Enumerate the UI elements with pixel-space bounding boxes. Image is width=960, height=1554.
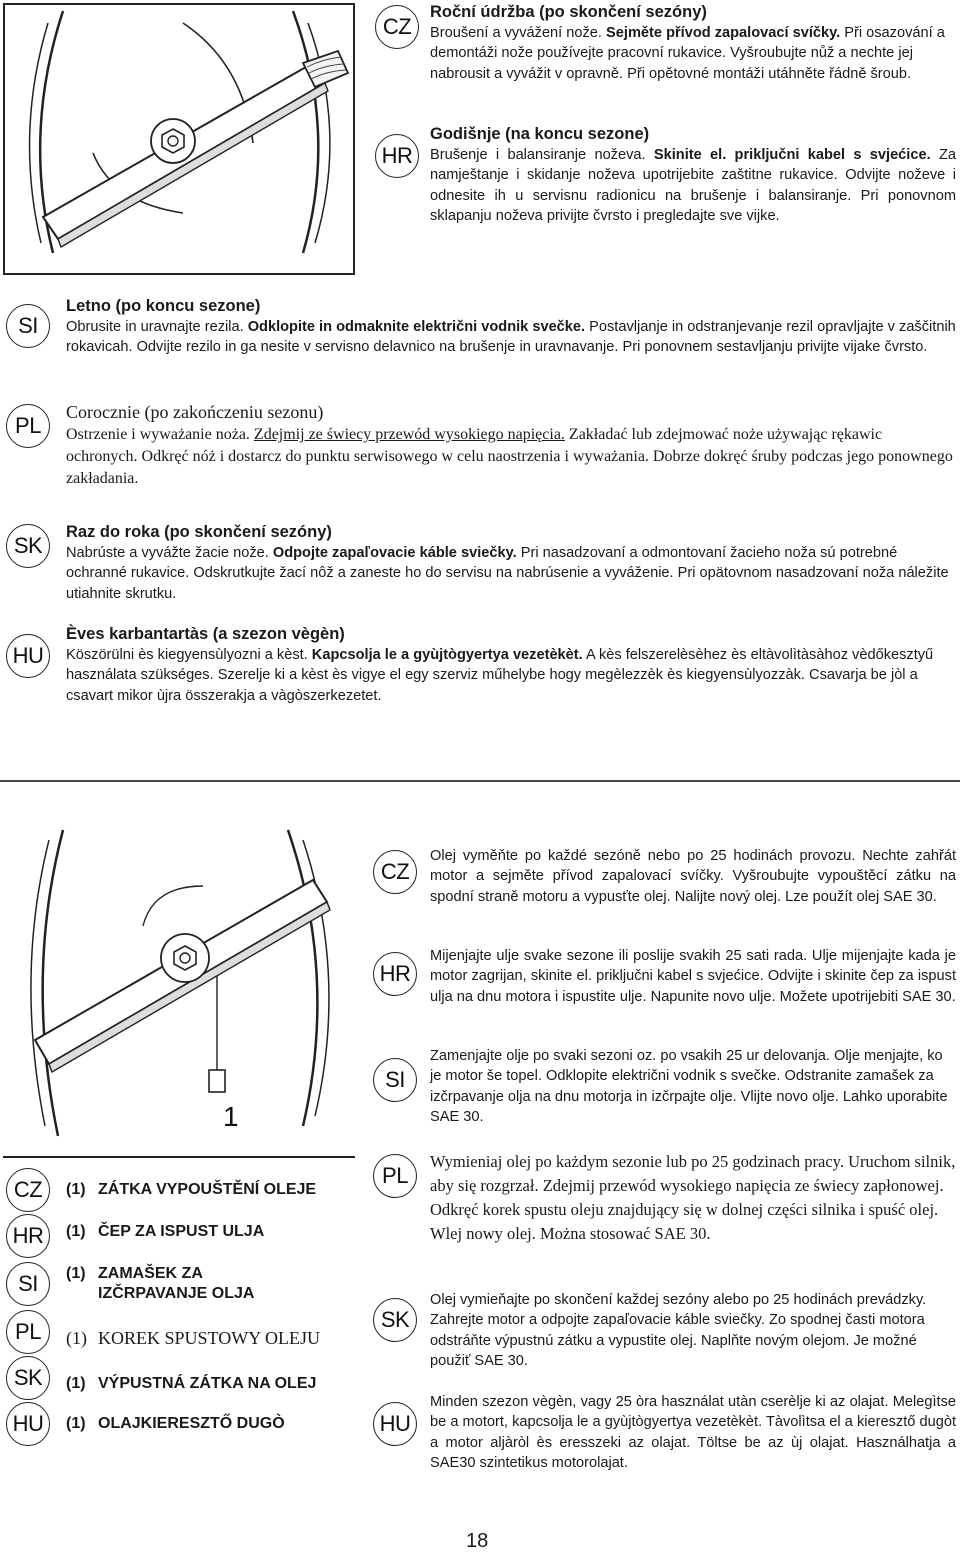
cz-section-title: Roční údržba (po skončení sezóny) xyxy=(430,3,707,21)
oil-badge-cz: CZ xyxy=(373,850,417,894)
oil-badge-hu: HU xyxy=(373,1402,417,1446)
hu-section-title: Èves karbantartàs (a szezon vègèn) xyxy=(66,625,345,643)
caption-cz: (1) ZÁTKA VYPOUŠTĚNÍ OLEJE xyxy=(66,1181,317,1198)
cz-annual-maintenance-text: Roční údržba (po skončení sezóny) Broušení a vyvážení nože. Sejměte přívod zapalovací svíčky. Při osazování a demontáži nože používejte pracovní rukavice. Vyšroubujte nůž a nechte jej nabrousit a vyvážit v opravně. Při opětovné montáži utáhněte řádně šroub. xyxy=(430,2,956,84)
language-badge-pl: PL xyxy=(6,404,50,448)
page-number: 18 xyxy=(466,1530,489,1552)
sk-oil-change-text: Olej vymieňajte po skončení každej sezóny alebo po 25 hodinách prevádzky. Zahrejte motor a odpojte zapaľovacie káble sviečky. Zo spodnej časti motora odstráňte výpustnú zátku a vypustite olej. Naplňte novým olejom. Je možné použiť SAE 30. xyxy=(430,1292,927,1369)
si-annual-maintenance-text: Letno (po koncu sezone) Obrusite in uravnajte rezila. Odklopite in odmaknite električni vodnik svečke. Postavljanje in odstranjevanje rezil opravljajte v zaščitnih rokavicah. Odvijte rezilo in ga nesite v servisno delavnico na brušenje in uravnavanje. Pri ponovnem sestavljanju privijte vijake čvrsto. xyxy=(66,297,956,356)
hr-oil-change-text: Mijenjajte ulje svake sezone ili poslije svakih 25 sati rada. Ulje mijenjajte kada je motor zagrijan, skinite el. priključni kabel s svjećice. Odvijte i skinite čep za ispust ulja na dnu motora i ispustite ulje. Napunite novo ulje. Možete upotrijebiti SAE 30. xyxy=(430,948,956,1005)
section-divider xyxy=(0,780,960,782)
language-badge-hu: HU xyxy=(6,634,50,678)
caption-hu: (1) OLAJKIERESZTŐ DUGÒ xyxy=(66,1415,285,1432)
si-section-title: Letno (po koncu sezone) xyxy=(66,297,261,315)
si-oil-change-text: Zamenjajte olje po svaki sezoni oz. po vsakih 25 ur delovanja. Olje menjajte, ko je motor še topel. Odklopite električni vodnik s svečke. Odstranite zamašek za izčrpavanje olja na dnu motorja in izčrpajte olje. Vlijte novo olje. Lahko uporabite SAE 30. xyxy=(430,1048,948,1125)
pl-oil-change-text: Wymieniaj olej po każdym sezonie lub po 25 godzinach pracy. Uruchom silnik, aby się rozgrzał. Zdejmij przewód wysokiego napięcia ze świecy zapłonowej. Odkręć korek spustu oleju znajdujący się w dolnej części silnika i spuść olej. Wlej nowy olej. Można stosować SAE 30. xyxy=(430,1152,956,1243)
language-badge-cz: CZ xyxy=(375,5,419,49)
oil-badge-hr: HR xyxy=(373,952,417,996)
oil-badge-si: SI xyxy=(373,1058,417,1102)
oil-badge-pl: PL xyxy=(373,1154,417,1198)
figure-callout-number: 1 xyxy=(223,1101,239,1132)
pl-section-title: Corocznie (po zakończeniu sezonu) xyxy=(66,402,324,422)
cz-oil-change-text: Olej vyměňte po každé sezóně nebo po 25 hodinách provozu. Nechte zahřát motor a sejměte přívod zapalovací svíčky. Vyšroubujte vypouštěcí zátku na spodní straně motoru a vypusťte olej. Nalijte nový olej. Lze použít olej SAE 30. xyxy=(430,848,956,905)
caption-sk: (1) VÝPUSTNÁ ZÁTKA NA OLEJ xyxy=(66,1375,317,1392)
caption-pl: (1) KOREK SPUSTOWY OLEJU xyxy=(66,1328,321,1348)
oil-drain-illustration xyxy=(3,826,355,1158)
caption-badge-hu: HU xyxy=(6,1402,50,1446)
hr-section-title: Godišnje (na koncu sezone) xyxy=(430,125,650,143)
caption-hr: (1) ČEP ZA ISPUST ULJA xyxy=(66,1223,265,1240)
caption-badge-pl: PL xyxy=(6,1310,50,1354)
caption-badge-hr: HR xyxy=(6,1214,50,1258)
blade-sharpening-illustration xyxy=(3,3,355,275)
pl-annual-maintenance-text: Corocznie (po zakończeniu sezonu) Ostrzenie i wyważanie noża. Zdejmij ze świecy przewód wysokiego napięcia. Zakładać lub zdejmować noże używając rękawic ochronych. Odkręć nóż i dostarcz do punktu serwisowego w celu naostrzenia i wyważania. Dobrze dokręć śruby podczas jego ponownego zakładania. xyxy=(66,400,956,490)
hr-annual-maintenance-text: Godišnje (na koncu sezone) Brušenje i balansiranje noževa. Skinite el. priključni kabel s svjećice. Za namještanje i skidanje noževa upotrijebite zaštitne rukavice. Odvijte noževe i odnesite ih u servisnu radionicu na brušenje i balansiranje. Pri ponovnom sklapanju noževa privijte čvrsto i pregledajte sve vijke. xyxy=(430,125,956,224)
caption-badge-sk: SK xyxy=(6,1356,50,1400)
hu-annual-maintenance-text: Èves karbantartàs (a szezon vègèn) Köszörülni ès kiegyensùlyozni a kèst. Kapcsolja le a gyùjtògyertya vezetèkèt. A kès felszerelèsèhez ès eltàvolìtàsàhoz vèdőkesztyű használata szükséges. Szerelje ki a kèst ès vigye el egy szerviz műhelybe hogy megèlezzèk ès kiegyensùlyozzàk. Csavarja be jòl a csavart mikor ùjra összerakja a vàgòszerkezetet. xyxy=(66,624,956,706)
language-badge-hr: HR xyxy=(375,134,419,178)
language-badge-si: SI xyxy=(6,304,50,348)
oil-badge-sk: SK xyxy=(373,1298,417,1342)
sk-annual-maintenance-text: Raz do roka (po skončení sezóny) Nabrúste a vyvážte žacie nože. Odpojte zapaľovacie káble sviečky. Pri nasadzovaní a odmontovaní žacieho noža sú potrebné ochranné rukavice. Odskrutkujte žací nôž a zaneste ho do servisu na nabrúsenie a vyváženie. Pri opätovnom nasadzovaní noža náležite utiahnite skrutku. xyxy=(66,522,956,604)
caption-badge-si: SI xyxy=(6,1262,50,1306)
caption-badge-cz: CZ xyxy=(6,1168,50,1212)
sk-section-title: Raz do roka (po skončení sezóny) xyxy=(66,523,332,541)
caption-si: (1) ZAMAŠEK ZA IZČRPAVANJE OLJA xyxy=(66,1265,255,1302)
hu-oil-change-text: Minden szezon vègèn, vagy 25 òra használat utàn cserèlje ki az olajat. Melegìtse be a motort, kapcsolja le a gyùjtògyertya vezetèkèt. Tàvolìtsa el a kieresztő dugòt a motor aljàròl ès eresszeki az olajat. Töltse be az ùj olajat. Használhatja a SAE30 szintetikus motorolajat. xyxy=(430,1394,956,1471)
language-badge-sk: SK xyxy=(6,524,50,568)
